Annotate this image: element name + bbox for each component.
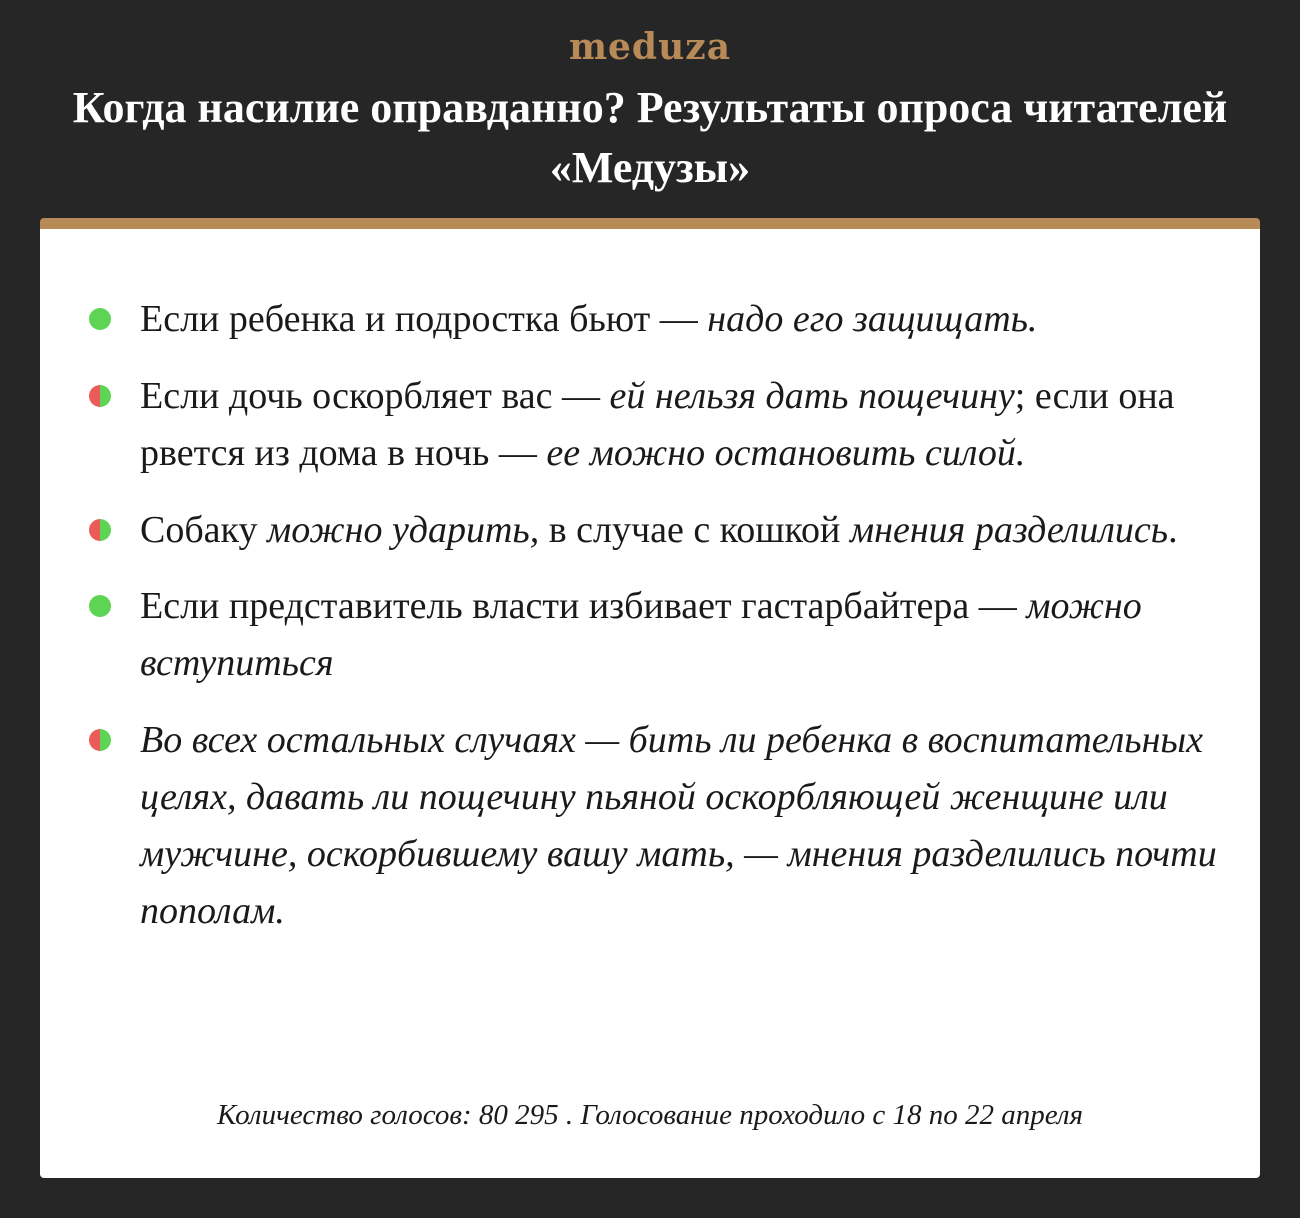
item-text: Если представитель власти избивает гастарбайтера —: [140, 585, 1027, 627]
item-emphasis: можно вступиться: [140, 585, 1142, 684]
results-card: [40, 218, 1260, 1178]
split-dot-icon: [89, 729, 111, 751]
list-item: [40, 502, 1220, 559]
vote-count-footer: Количество голосов: 80 295 . Голосование проходило с 18 по 22 апреля: [217, 1099, 1083, 1131]
item-text: .: [1168, 509, 1178, 551]
item-emphasis: мнения разделились: [849, 509, 1169, 551]
item-text: в случае с кошкой: [539, 509, 850, 551]
item-emphasis: ей нельзя дать пощечину: [609, 375, 1015, 417]
meduza-logo: meduza: [568, 26, 732, 68]
page-title: Когда насилие оправданно? Результаты опроса читателей «Медузы»: [72, 83, 1228, 192]
item-text: Если ребенка и подростка бьют —: [140, 298, 708, 340]
item-emphasis: можно ударить,: [266, 509, 540, 551]
list-item: [40, 712, 1220, 940]
list-item: [40, 578, 1220, 692]
item-emphasis: ее можно остановить силой.: [546, 432, 1026, 474]
item-text: Если дочь оскорбляет вас —: [140, 375, 610, 417]
list-item: [40, 291, 1220, 348]
item-emphasis: надо его защищать.: [707, 298, 1038, 340]
item-text: Собаку: [140, 509, 267, 551]
list-item: [40, 368, 1220, 482]
split-dot-icon: [89, 519, 111, 541]
green-dot-icon: [89, 595, 111, 617]
item-emphasis: Во всех остальных случаях — бить ли ребенка в воспитательных целях, давать ли пощечину пьяной оскорбляющей женщине или мужчине, оскорбившему вашу мать, — мнения разделились почти пополам.: [140, 719, 1217, 932]
split-dot-icon: [89, 385, 111, 407]
item-text: ; если она рвется из дома в ночь —: [140, 375, 1175, 474]
results-list: [40, 291, 1220, 960]
green-dot-icon: [89, 308, 111, 330]
